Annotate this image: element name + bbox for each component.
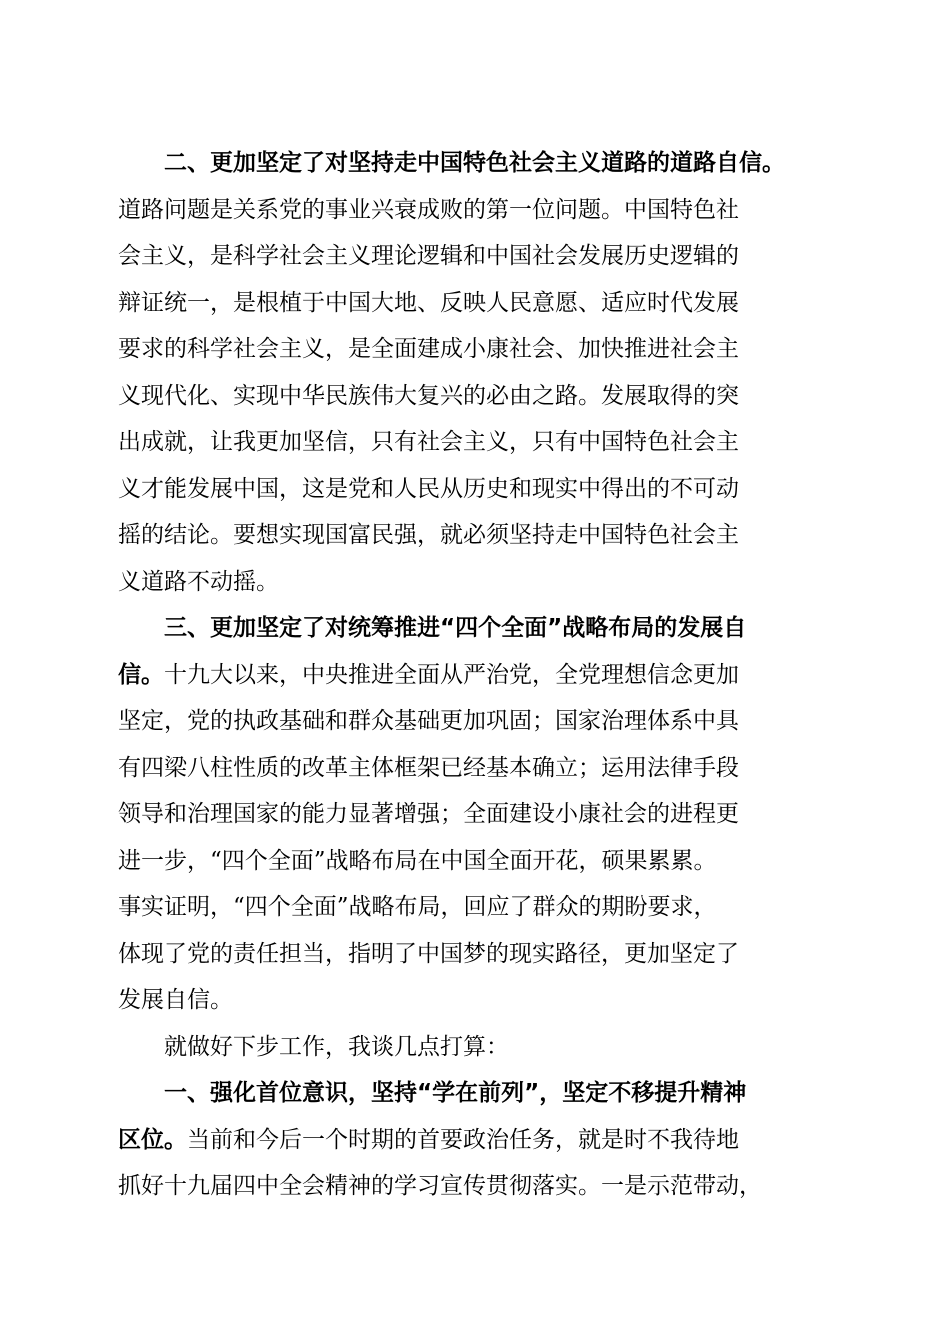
paragraph-line: [118, 419, 838, 466]
body-text: 进一步，“四个全面”战略布局在中国全面开花，硕果累累。: [118, 847, 717, 874]
paragraph-line: [118, 140, 838, 187]
paragraph-line: [118, 791, 838, 838]
paragraph-line: [118, 652, 838, 699]
body-text: 坚定，党的执政基础和群众基础更加巩固；国家治理体系中具: [118, 708, 739, 734]
body-text: 会主义，是科学社会主义理论逻辑和中国社会发展历史逻辑的: [118, 243, 739, 269]
paragraph-line: [118, 466, 838, 513]
body-text: 义才能发展中国，这是党和人民从历史和现实中得出的不可动: [118, 475, 739, 502]
paragraph-line: [118, 559, 838, 606]
body-text: 要求的科学社会主义，是全面建成小康社会、加快推进社会主: [118, 336, 739, 362]
paragraph-line: [118, 1070, 838, 1117]
paragraph-line: [118, 326, 838, 373]
paragraph-line: [118, 1024, 838, 1071]
body-text: 十九大以来，中央推进全面从严治党，全党理想信念更加: [164, 661, 739, 688]
body-text: 抓好十九届四中全会精神的学习宣传贯彻落实。一是示范带动，: [118, 1173, 762, 1199]
paragraph-line: [118, 884, 838, 931]
paragraph-line: [118, 280, 838, 327]
bold-heading: 三、更加坚定了对统筹推进“四个全面”战略布局的发展自: [164, 615, 747, 641]
body-text: 体现了党的责任担当，指明了中国梦的现实路径，更加坚定了: [118, 940, 739, 967]
body-text: 就做好下步工作，我谈几点打算：: [164, 1033, 509, 1060]
document-body: [118, 140, 838, 1210]
paragraph-line: [118, 512, 838, 559]
body-text: 有四梁八柱性质的改革主体框架已经基本确立；运用法律手段: [118, 754, 739, 781]
paragraph-line: [118, 1117, 838, 1164]
bold-heading: 信。: [118, 661, 164, 688]
body-text: 领导和治理国家的能力显著增强；全面建设小康社会的进程更: [118, 801, 739, 827]
paragraph-line: [118, 1163, 838, 1210]
paragraph-line: [118, 931, 838, 978]
body-text: 出成就，让我更加坚信，只有社会主义，只有中国特色社会主: [118, 429, 739, 455]
paragraph-line: [118, 838, 838, 885]
paragraph-line: [118, 187, 838, 234]
bold-heading: 二、更加坚定了对坚持走中国特色社会主义道路的道路自信。: [164, 150, 785, 176]
body-text: 辩证统一，是根植于中国大地、反映人民意愿、适应时代发展: [118, 289, 739, 316]
paragraph-line: [118, 977, 838, 1024]
paragraph-line: [118, 745, 838, 792]
paragraph-line: [118, 698, 838, 745]
body-text: 义现代化、实现中华民族伟大复兴的必由之路。发展取得的突: [118, 382, 739, 409]
body-text: 义道路不动摇。: [118, 568, 279, 595]
body-text: 当前和今后一个时期的首要政治任务，就是时不我待地: [187, 1126, 739, 1153]
paragraph-line: [118, 373, 838, 420]
body-text: 发展自信。: [118, 987, 233, 1013]
bold-heading: 区位。: [118, 1126, 187, 1153]
body-text: 摇的结论。要想实现国富民强，就必须坚持走中国特色社会主: [118, 522, 739, 548]
body-text: 事实证明，“四个全面”战略布局，回应了群众的期盼要求，: [118, 894, 717, 920]
paragraph-line: [118, 233, 838, 280]
bold-heading: 一、强化首位意识，坚持“学在前列”，坚定不移提升精神: [164, 1080, 747, 1106]
paragraph-line: [118, 605, 838, 652]
body-text: 道路问题是关系党的事业兴衰成败的第一位问题。中国特色社: [118, 196, 739, 223]
